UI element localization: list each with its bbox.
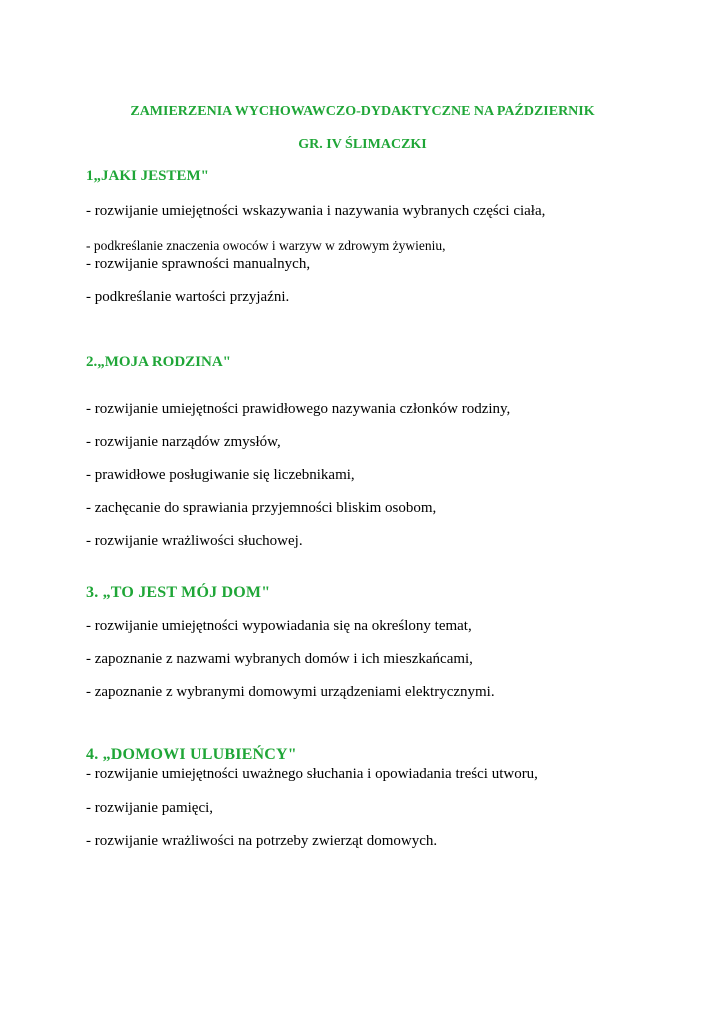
section-2-item-1: - rozwijanie umiejętności prawidłowego nazywania członków rodziny, xyxy=(86,401,511,417)
document-title: ZAMIERZENIA WYCHOWAWCZO-DYDAKTYCZNE NA PAŹDZIERNIK xyxy=(130,104,595,119)
section-4-item-2: - rozwijanie pamięci, xyxy=(86,800,214,816)
section-1-item-3: - rozwijanie sprawności manualnych, xyxy=(86,256,311,272)
section-4-heading: 4. „DOMOWI ULUBIEŃCY" xyxy=(86,746,297,763)
section-3-item-1: - rozwijanie umiejętności wypowiadania się na określony temat, xyxy=(86,618,472,634)
section-3-item-2: - zapoznanie z nazwami wybranych domów i ich mieszkańcami, xyxy=(86,651,473,667)
section-1-item-4: - podkreślanie wartości przyjaźni. xyxy=(86,289,290,305)
section-2-item-4: - zachęcanie do sprawiania przyjemności bliskim osobom, xyxy=(86,500,437,516)
section-1-item-2: - podkreślanie znaczenia owoców i warzyw w zdrowym żywieniu, xyxy=(86,238,446,253)
section-1-heading: 1„JAKI JESTEM" xyxy=(86,168,209,184)
section-3-item-3: - zapoznanie z wybranymi domowymi urządzeniami elektrycznymi. xyxy=(86,684,495,700)
document-subtitle: GR. IV ŚLIMACZKI xyxy=(298,137,427,152)
section-2-heading: 2.„MOJA RODZINA" xyxy=(86,354,231,370)
section-2-item-5: - rozwijanie wrażliwości słuchowej. xyxy=(86,533,303,549)
section-1-item-1: - rozwijanie umiejętności wskazywania i nazywania wybranych części ciała, xyxy=(86,203,546,219)
section-2-item-2: - rozwijanie narządów zmysłów, xyxy=(86,434,281,450)
section-3-heading: 3. „TO JEST MÓJ DOM" xyxy=(86,584,271,601)
section-2-item-3: - prawidłowe posługiwanie się liczebnikami, xyxy=(86,467,355,483)
section-4-item-3: - rozwijanie wrażliwości na potrzeby zwierząt domowych. xyxy=(86,833,438,849)
section-4-item-1: - rozwijanie umiejętności uważnego słuchania i opowiadania treści utworu, xyxy=(86,766,538,782)
